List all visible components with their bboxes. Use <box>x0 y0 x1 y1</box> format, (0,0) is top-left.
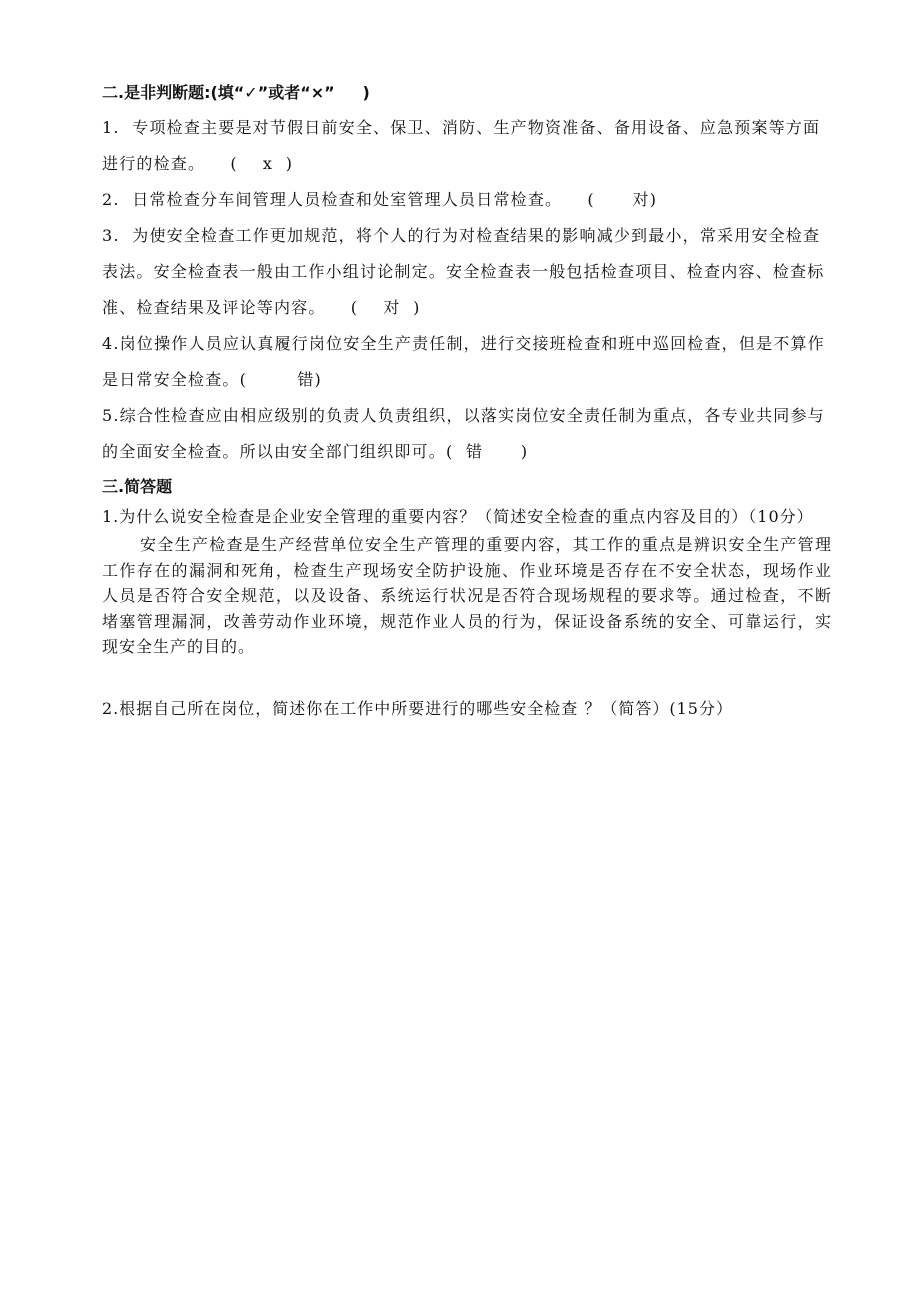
spacer <box>102 660 832 694</box>
judgment-item-1: 1. 专项检查主要是对节假日前安全、保卫、消防、生产物资准备、备用设备、应急预案等方面进行的检查。 ( x ) <box>102 118 821 173</box>
judgment-item-4: 4.岗位操作人员应认真履行岗位安全生产责任制，进行交接班检查和班中巡回检查，但是不算作是日常安全检查。( 错) <box>102 334 825 389</box>
judgment-item-3: 3. 为使安全检查工作更加规范，将个人的行为对检查结果的影响减少到最小，常采用安全检查表法。安全检查表一般由工作小组讨论制定。安全检查表一般包括检查项目、检查内容、检查标准、检查结果及评论等内容。 ( 对 ) <box>102 226 825 317</box>
section-3-title: 三.简答题 <box>102 477 173 496</box>
short-answer-question-2: 2.根据自己所在岗位，简述你在工作中所要进行的哪些安全检查 ？（简答）(15分） <box>102 698 733 718</box>
document-page <box>102 78 832 724</box>
short-answer-question-1: 1.为什么说安全检查是企业安全管理的重要内容？（简述安全检查的重点内容及目的）（10分） <box>102 507 814 526</box>
section-2-title: 二.是非判断题:(填“✓”或者“×” ) <box>102 83 370 102</box>
judgment-item-2: 2. 日常检查分车间管理人员检查和处室管理人员日常检查。 ( 对) <box>102 190 658 209</box>
judgment-item-5: 5.综合性检查应由相应级别的负责人负责组织，以落实岗位安全责任制为重点，各专业共同参与的全面安全检查。所以由安全部门组织即可。( 错 ) <box>102 406 825 461</box>
short-answer-answer-1: 安全生产检查是生产经营单位安全生产管理的重要内容，其工作的重点是辨识安全生产管理工作存在的漏洞和死角，检查生产现场安全防护设施、作业环境是否存在不安全状态，现场作业人员是否符合安全规范，以及设备、系统运行状况是否符合现场规程的要求等。通过检查，不断堵塞管理漏洞，改善劳动作业环境，规范作业人员的行为，保证设备系统的安全、可靠运行，实现安全生产的目的。 <box>102 535 832 656</box>
